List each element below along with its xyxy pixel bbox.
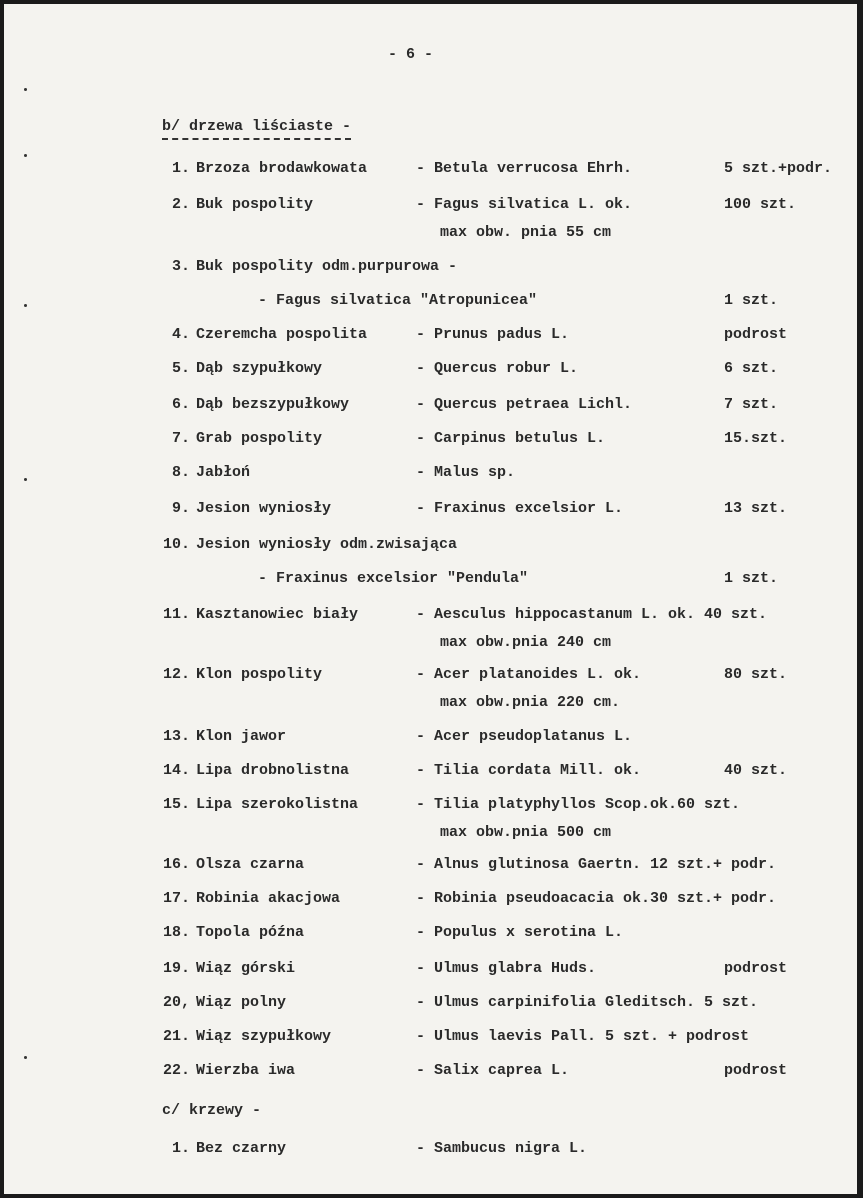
section-heading-trees: b/ drzewa liściaste -	[162, 118, 351, 140]
latin-name-continued: - Fagus silvatica "Atropunicea"	[258, 292, 538, 309]
latin-name: - Malus sp.	[416, 464, 516, 481]
quantity: 100 szt.	[724, 196, 797, 213]
common-name: Klon pospolity	[196, 666, 323, 683]
item-number: 17.	[162, 890, 190, 907]
latin-name: - Ulmus glabra Huds.	[416, 960, 597, 977]
binding-hole-mark	[24, 478, 27, 481]
item-number: 18.	[162, 924, 190, 941]
common-name: Jesion wyniosły	[196, 500, 332, 517]
common-name: Klon jawor	[196, 728, 287, 745]
common-name: Jesion wyniosły odm.zwisająca	[196, 536, 458, 553]
latin-name: - Acer pseudoplatanus L.	[416, 728, 633, 745]
section-heading-shrubs: c/ krzewy -	[162, 1102, 262, 1119]
document-page	[4, 4, 857, 1194]
common-name: Wierzba iwa	[196, 1062, 296, 1079]
latin-name: - Acer platanoides L. ok.	[416, 666, 642, 683]
item-number: 7.	[171, 430, 190, 447]
trunk-circumference-note: max obw.pnia 220 cm.	[440, 694, 621, 711]
latin-name: - Salix caprea L.	[416, 1062, 570, 1079]
latin-name: - Aesculus hippocastanum L. ok. 40 szt.	[416, 606, 768, 623]
common-name: Lipa szerokolistna	[196, 796, 359, 813]
common-name: Wiąz górski	[196, 960, 296, 977]
common-name: Czeremcha pospolita	[196, 326, 368, 343]
latin-name: - Ulmus carpinifolia Gleditsch. 5 szt.	[416, 994, 759, 1011]
quantity: podrost	[724, 1062, 788, 1079]
latin-name: - Alnus glutinosa Gaertn. 12 szt.+ podr.	[416, 856, 777, 873]
common-name: Kasztanowiec biały	[196, 606, 359, 623]
common-name: Bez czarny	[196, 1140, 287, 1157]
page-number: - 6 -	[388, 46, 434, 63]
item-number: 14.	[162, 762, 190, 779]
quantity: 6 szt.	[724, 360, 779, 377]
latin-name: - Quercus petraea Lichl.	[416, 396, 633, 413]
binding-hole-mark	[24, 88, 27, 91]
common-name: Dąb szypułkowy	[196, 360, 323, 377]
common-name: Wiąz szypułkowy	[196, 1028, 332, 1045]
binding-hole-mark	[24, 1056, 27, 1059]
item-number: 2.	[171, 196, 190, 213]
common-name: Buk pospolity	[196, 196, 314, 213]
common-name: Dąb bezszypułkowy	[196, 396, 350, 413]
quantity: 7 szt.	[724, 396, 779, 413]
item-number: 22.	[162, 1062, 190, 1079]
quantity: 5 szt.+podr.	[724, 160, 833, 177]
latin-name: - Quercus robur L.	[416, 360, 579, 377]
latin-name: - Ulmus laevis Pall. 5 szt. + podrost	[416, 1028, 750, 1045]
latin-name: - Prunus padus L.	[416, 326, 570, 343]
latin-name: - Robinia pseudoacacia ok.30 szt.+ podr.	[416, 890, 777, 907]
binding-hole-mark	[24, 154, 27, 157]
quantity: 15.szt.	[724, 430, 788, 447]
item-number: 16.	[162, 856, 190, 873]
common-name: Grab pospolity	[196, 430, 323, 447]
item-number: 1.	[171, 1140, 190, 1157]
item-number: 5.	[171, 360, 190, 377]
item-number: 13.	[162, 728, 190, 745]
item-number: 20,	[162, 994, 190, 1011]
item-number: 1.	[171, 160, 190, 177]
quantity: 40 szt.	[724, 762, 788, 779]
trunk-circumference-note: max obw. pnia 55 cm	[440, 224, 612, 241]
item-number: 4.	[171, 326, 190, 343]
item-number: 6.	[171, 396, 190, 413]
latin-name: - Fraxinus excelsior L.	[416, 500, 624, 517]
latin-name: - Tilia platyphyllos Scop.ok.60 szt.	[416, 796, 741, 813]
trunk-circumference-note: max obw.pnia 500 cm	[440, 824, 612, 841]
common-name: Wiąz polny	[196, 994, 287, 1011]
quantity: 1 szt.	[724, 570, 779, 587]
item-number: 19.	[162, 960, 190, 977]
common-name: Olsza czarna	[196, 856, 305, 873]
quantity: podrost	[724, 960, 788, 977]
latin-name: - Betula verrucosa Ehrh.	[416, 160, 633, 177]
latin-name: - Tilia cordata Mill. ok.	[416, 762, 642, 779]
item-number: 3.	[171, 258, 190, 275]
item-number: 11.	[162, 606, 190, 623]
item-number: 9.	[171, 500, 190, 517]
common-name: Brzoza brodawkowata	[196, 160, 368, 177]
quantity: 80 szt.	[724, 666, 788, 683]
quantity: 13 szt.	[724, 500, 788, 517]
common-name: Buk pospolity odm.purpurowa -	[196, 258, 458, 275]
latin-name: - Carpinus betulus L.	[416, 430, 606, 447]
common-name: Jabłoń	[196, 464, 251, 481]
common-name: Topola późna	[196, 924, 305, 941]
common-name: Robinia akacjowa	[196, 890, 341, 907]
latin-name-continued: - Fraxinus excelsior "Pendula"	[258, 570, 529, 587]
quantity: podrost	[724, 326, 788, 343]
common-name: Lipa drobnolistna	[196, 762, 350, 779]
item-number: 21.	[162, 1028, 190, 1045]
binding-hole-mark	[24, 304, 27, 307]
latin-name: - Sambucus nigra L.	[416, 1140, 588, 1157]
quantity: 1 szt.	[724, 292, 779, 309]
trunk-circumference-note: max obw.pnia 240 cm	[440, 634, 612, 651]
item-number: 15.	[162, 796, 190, 813]
latin-name: - Populus x serotina L.	[416, 924, 624, 941]
latin-name: - Fagus silvatica L. ok.	[416, 196, 633, 213]
item-number: 10.	[162, 536, 190, 553]
item-number: 12.	[162, 666, 190, 683]
item-number: 8.	[171, 464, 190, 481]
